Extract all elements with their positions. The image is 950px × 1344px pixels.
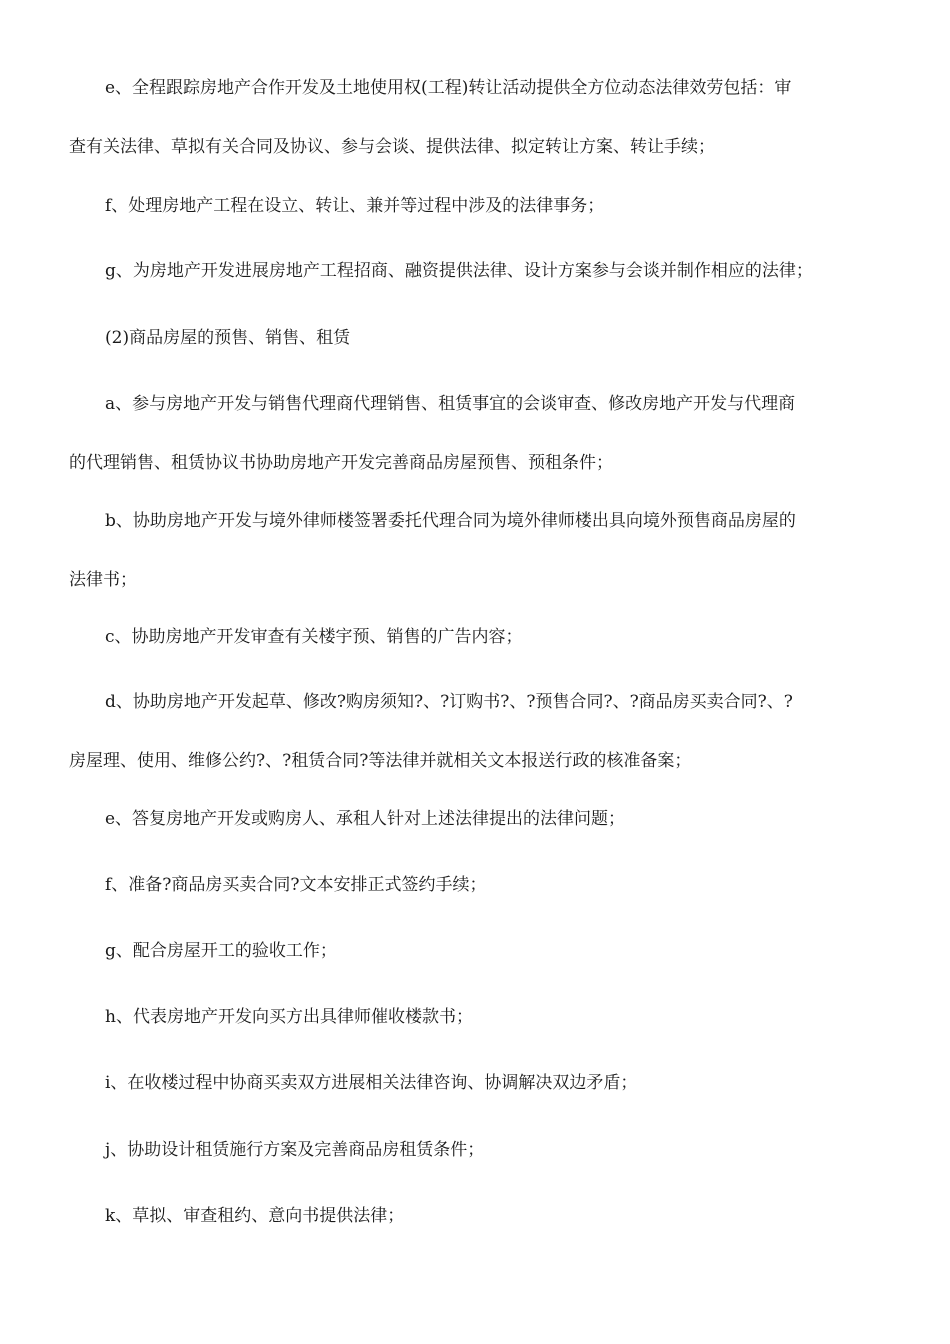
paragraph-line: i、在收楼过程中协商买卖双方进展相关法律咨询、协调解决双边矛盾； <box>105 1073 638 1093</box>
paragraph-e-cooperation <box>69 78 889 157</box>
paragraph-line: j、协助设计租赁施行方案及完善商品房租赁条件； <box>105 1140 485 1160</box>
paragraph-d-drafting <box>69 692 889 771</box>
paragraph-line: 查有关法律、草拟有关合同及协议、参与会谈、提供法律、拟定转让方案、转让手续； <box>69 137 715 157</box>
paragraph-f-signing <box>69 875 889 895</box>
paragraph-i-mediation <box>69 1073 889 1093</box>
paragraph-line: c、协助房地产开发审查有关楼宇预、销售的广告内容； <box>105 627 523 647</box>
paragraph-g-investment <box>69 261 889 281</box>
paragraph-a-agency <box>69 394 889 473</box>
paragraph-k-lease-review <box>69 1206 889 1226</box>
paragraph-b-overseas <box>69 511 889 590</box>
paragraph-g-acceptance <box>69 941 889 961</box>
paragraph-e-questions <box>69 809 889 829</box>
paragraph-line: k、草拟、审查租约、意向书提供法律； <box>105 1206 405 1226</box>
paragraph-j-leasing-plan <box>69 1140 889 1160</box>
paragraph-line: 房屋理、使用、维修公约?、?租赁合同?等法律并就相关文本报送行政的核准备案； <box>69 751 692 771</box>
paragraph-h-collection <box>69 1007 889 1027</box>
paragraph-line: g、配合房屋开工的验收工作； <box>105 941 337 961</box>
paragraph-line: d、协助房地产开发起草、修改?购房须知?、?订购书?、?预售合同?、?商品房买卖合同?、? <box>105 692 793 712</box>
paragraph-line: b、协助房地产开发与境外律师楼签署委托代理合同为境外律师楼出具向境外预售商品房屋的 <box>105 511 796 531</box>
paragraph-line: f、处理房地产工程在设立、转让、兼并等过程中涉及的法律事务； <box>105 196 605 216</box>
paragraph-line: a、参与房地产开发与销售代理商代理销售、租赁事宜的会谈审查、修改房地产开发与代理商 <box>105 394 796 414</box>
paragraph-c-advertising <box>69 627 889 647</box>
paragraph-line: f、准备?商品房买卖合同?文本安排正式签约手续； <box>105 875 487 895</box>
section-heading-presale <box>69 328 889 348</box>
paragraph-line: (2)商品房屋的预售、销售、租赁 <box>105 328 351 348</box>
paragraph-f-project-affairs <box>69 196 889 216</box>
paragraph-line: 法律书； <box>69 570 137 590</box>
paragraph-line: g、为房地产开发进展房地产工程招商、融资提供法律、设计方案参与会谈并制作相应的法律； <box>105 261 813 281</box>
paragraph-line: h、代表房地产开发向买方出具律师催收楼款书； <box>105 1007 473 1027</box>
paragraph-line: 的代理销售、租赁协议书协助房地产开发完善商品房屋预售、预租条件； <box>69 453 613 473</box>
paragraph-line: e、全程跟踪房地产合作开发及土地使用权(工程)转让活动提供全方位动态法律效劳包括：审 <box>105 78 792 98</box>
paragraph-line: e、答复房地产开发或购房人、承租人针对上述法律提出的法律问题； <box>105 809 626 829</box>
